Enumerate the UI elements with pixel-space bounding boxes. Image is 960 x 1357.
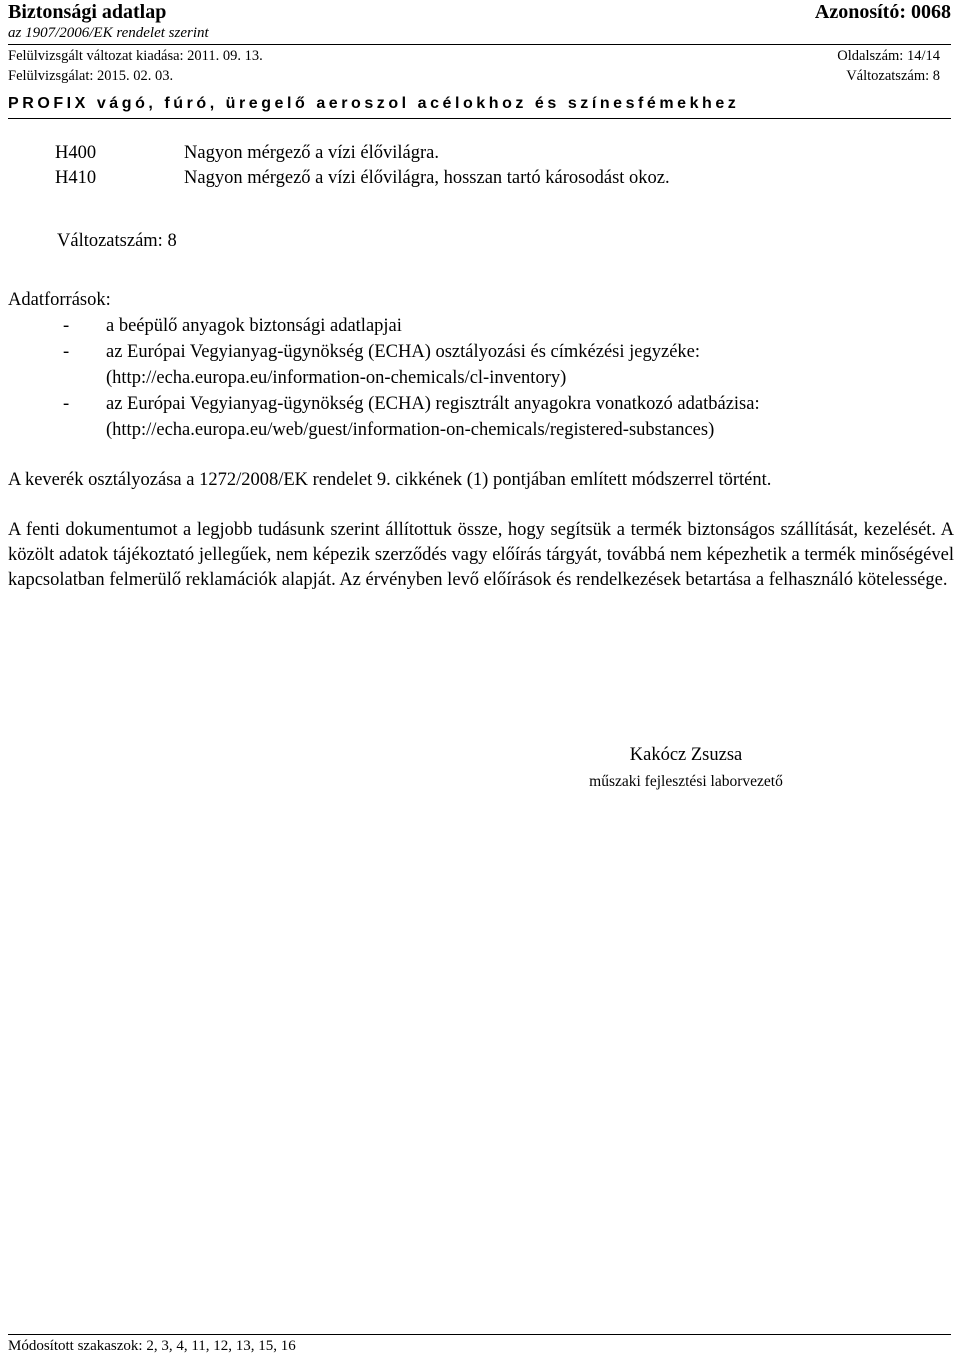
document-title: Biztonsági adatlap <box>8 1 167 23</box>
disclaimer-paragraph: A fenti dokumentumot a legjobb tudásunk szerint állítottuk össze, hogy segítsük a termék biztonságos szállítását, kezelését. A közölt adatok tájékoztató jellegűek, nem képezik szerződés vagy előírás tárgyát, továbbá nem képezhetik a termék minőségével kapcsolatban felmerülő reklamációk alapját. Az érvényben levő előírások és rendelkezések betartása a felhasználó kötelessége. <box>8 520 954 590</box>
source-item: az Európai Vegyianyag-ügynökség (ECHA) regisztrált anyagokra vonatkozó adatbázisa: <box>106 394 760 414</box>
signatory-role: műszaki fejlesztési laborvezető <box>589 773 783 790</box>
list-bullet: - <box>63 394 70 414</box>
source-item: a beépülő anyagok biztonsági adatlapjai <box>106 316 402 336</box>
header-divider <box>8 44 951 45</box>
sources-heading: Adatforrások: <box>8 290 111 310</box>
regulation-note: az 1907/2006/EK rendelet szerint <box>8 25 209 41</box>
footer-divider <box>8 1334 951 1335</box>
source-link: (http://echa.europa.eu/web/guest/information-on-chemicals/registered-substances) <box>106 420 715 440</box>
document-id: Azonosító: 0068 <box>814 1 951 23</box>
page-number: Oldalszám: 14/14 <box>837 48 940 64</box>
product-name: PROFIX vágó, fúró, üregelő aeroszol acélokhoz és színesfémekhez <box>8 95 740 112</box>
signatory-name: Kakócz Zsuzsa <box>629 745 743 765</box>
modified-sections: Módosított szakaszok: 2, 3, 4, 11, 12, 13, 15, 16 <box>8 1338 296 1354</box>
header-divider-bottom <box>8 118 951 119</box>
hazard-code: H400 <box>55 143 97 163</box>
revised-release-date: Felülvizsgált változat kiadása: 2011. 09. 13. <box>8 48 263 64</box>
version-line: Változatszám: 8 <box>57 231 177 251</box>
list-bullet: - <box>63 316 70 336</box>
source-item: az Európai Vegyianyag-ügynökség (ECHA) osztályozási és címkézési jegyzéke: <box>106 342 701 362</box>
hazard-code: H410 <box>55 168 97 188</box>
hazard-text: Nagyon mérgező a vízi élővilágra, hosszan tartó károsodást okoz. <box>184 168 670 188</box>
hazard-text: Nagyon mérgező a vízi élővilágra. <box>184 143 439 163</box>
classification-statement: A keverék osztályozása a 1272/2008/EK rendelet 9. cikkének (1) pontjában említett módszerrel történt. <box>8 470 772 490</box>
list-bullet: - <box>63 342 70 362</box>
source-link: (http://echa.europa.eu/information-on-chemicals/cl-inventory) <box>106 368 567 388</box>
revision-date: Felülvizsgálat: 2015. 02. 03. <box>8 68 174 84</box>
version-number: Változatszám: 8 <box>846 68 940 84</box>
